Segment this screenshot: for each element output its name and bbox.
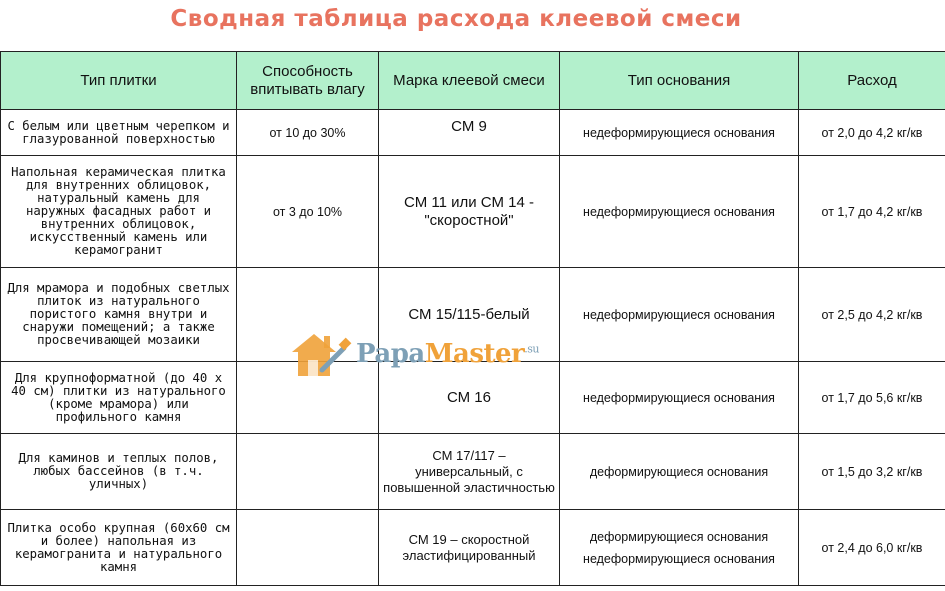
watermark-suffix: .su [524, 342, 539, 356]
tile-type-cell: Плитка особо крупная (60х60 см и более) напольная из керамогранита и натурального камня [1, 510, 237, 586]
tile-type-cell: Для крупноформатной (до 40 х 40 см) плитки из натурального (кроме мрамора) или профильного камня [1, 362, 237, 434]
brand-cell: СМ 19 – скоростной эластифицированный [379, 510, 560, 586]
table-row [1, 156, 945, 268]
tile-type-cell: С белым или цветным черепком и глазурованной поверхностью [1, 110, 237, 156]
header-tile-type: Тип плитки [1, 52, 237, 110]
brand-cell: СМ 9 [379, 110, 560, 156]
header-base: Тип основания [560, 52, 799, 110]
base-cell [560, 110, 799, 156]
brand-cell: СМ 16 [379, 362, 560, 434]
consumption-cell: от 1,5 до 3,2 кг/кв [799, 434, 945, 510]
consumption-cell: от 2,4 до 6,0 кг/кв [799, 510, 945, 586]
watermark-part1: Papa [356, 339, 425, 369]
base-cell [560, 510, 799, 586]
absorption-cell [237, 434, 379, 510]
absorption-cell [237, 510, 379, 586]
header-consumption: Расход [799, 52, 945, 110]
watermark-part2: Master [424, 339, 525, 369]
consumption-cell: от 2,0 до 4,2 кг/кв [799, 110, 945, 156]
base-line: недеформирующиеся основания [583, 204, 775, 219]
consumption-cell: от 1,7 до 4,2 кг/кв [799, 156, 945, 268]
consumption-table [0, 51, 945, 586]
base-line: деформирующиеся основания [589, 529, 769, 544]
consumption-cell: от 2,5 до 4,2 кг/кв [799, 268, 945, 362]
base-cell [560, 434, 799, 510]
base-cell [560, 268, 799, 362]
tile-type-cell: Для мрамора и подобных светлых плиток из натурального пористого камня внутри и снаружи помещений; а также просвечивающей мозаики [1, 268, 237, 362]
brand-cell: СМ 17/117 – универсальный, с повышенной эластичностью [379, 434, 560, 510]
base-line: недеформирующиеся основания [583, 307, 775, 322]
page-title: Сводная таблица расхода клеевой смеси [170, 6, 742, 32]
papamaster-watermark [288, 328, 538, 380]
house-brush-icon [288, 328, 354, 380]
table-row [1, 510, 945, 586]
table-row [1, 110, 945, 156]
table-row [1, 434, 945, 510]
watermark-text [356, 339, 539, 369]
base-line: недеформирующиеся основания [583, 551, 775, 566]
absorption-cell: от 3 до 10% [237, 156, 379, 268]
tile-type-cell: Напольная керамическая плитка для внутренних облицовок, натуральный камень для наружных фасадных работ и внутренних облицовок, искусственный камень или керамогранит [1, 156, 237, 268]
tile-type-cell: Для каминов и теплых полов, любых бассейнов (в т.ч. уличных) [1, 434, 237, 510]
base-line: недеформирующиеся основания [583, 390, 775, 405]
header-brand: Марка клеевой смеси [379, 52, 560, 110]
brand-cell: СМ 11 или СМ 14 -"скоростной" [379, 156, 560, 268]
base-line: деформирующиеся основания [589, 464, 769, 479]
absorption-cell: от 10 до 30% [237, 110, 379, 156]
consumption-cell: от 1,7 до 5,6 кг/кв [799, 362, 945, 434]
brand-cell: СМ 15/115-белый [379, 268, 560, 362]
header-absorption: Способность впитывать влагу [237, 52, 379, 110]
table-header-row [1, 52, 945, 110]
base-cell [560, 362, 799, 434]
base-line: недеформирующиеся основания [583, 125, 775, 140]
base-cell [560, 156, 799, 268]
